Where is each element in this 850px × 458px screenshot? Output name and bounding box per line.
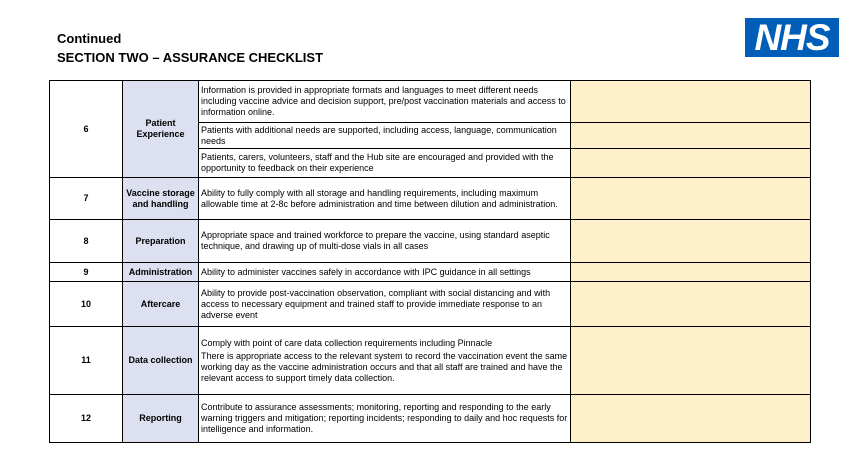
section-title: SECTION TWO – ASSURANCE CHECKLIST [57, 50, 324, 65]
answer-cell[interactable] [571, 81, 811, 123]
area-label: Administration [123, 263, 199, 282]
table-row [50, 327, 811, 395]
table-row [50, 263, 811, 282]
answer-cell[interactable] [571, 149, 811, 178]
requirement-line: There is appropriate access to the relevant system to record the vaccination event the same working day as the vaccine administration occurs and that all staff are trained and have the relevant access to support timely data collection. [201, 350, 568, 383]
requirement-text: Patients, carers, volunteers, staff and the Hub site are encouraged and provided with the opportunity to feedback on their experience [199, 149, 571, 178]
row-number: 7 [50, 178, 123, 220]
answer-cell[interactable] [571, 282, 811, 327]
requirement-text: Information is provided in appropriate formats and languages to meet different needs including vaccine advice and decision support, pre/post vaccination materials and access to information online. [199, 81, 571, 123]
answer-cell[interactable] [571, 395, 811, 443]
requirement-line: Comply with point of care data collection requirements including Pinnacle [201, 337, 493, 348]
area-label: Vaccine storage and handling [123, 178, 199, 220]
row-number: 8 [50, 220, 123, 263]
requirement-text: Patients with additional needs are supported, including access, language, communication needs [199, 123, 571, 149]
table-row [50, 282, 811, 327]
answer-cell[interactable] [571, 178, 811, 220]
table-row [50, 395, 811, 443]
answer-cell[interactable] [571, 327, 811, 395]
row-number: 6 [50, 81, 123, 178]
row-number: 12 [50, 395, 123, 443]
nhs-logo: NHS [745, 18, 839, 57]
requirement-text [199, 327, 571, 395]
area-label: Preparation [123, 220, 199, 263]
area-label: Patient Experience [123, 81, 199, 178]
area-label: Data collection [123, 327, 199, 395]
requirement-text: Appropriate space and trained workforce to prepare the vaccine, using standard aseptic technique, and drawing up of multi-dose vials in all cases [199, 220, 571, 263]
area-label: Reporting [123, 395, 199, 443]
answer-cell[interactable] [571, 220, 811, 263]
requirement-text: Ability to administer vaccines safely in accordance with IPC guidance in all settings [199, 263, 571, 282]
row-number: 10 [50, 282, 123, 327]
row-number: 9 [50, 263, 123, 282]
area-label: Aftercare [123, 282, 199, 327]
table-row [50, 178, 811, 220]
requirement-text: Contribute to assurance assessments; monitoring, reporting and responding to the early warning triggers and mitigation; reporting incidents; responding to daily and hoc requests for intelligence and information. [199, 395, 571, 443]
table-row [50, 220, 811, 263]
continued-label: Continued [57, 31, 122, 46]
answer-cell[interactable] [571, 123, 811, 149]
requirement-text: Ability to provide post-vaccination observation, compliant with social distancing and with access to necessary equipment and trained staff to provide immediate response to an adverse event [199, 282, 571, 327]
row-number: 11 [50, 327, 123, 395]
assurance-checklist-table [49, 80, 811, 443]
answer-cell[interactable] [571, 263, 811, 282]
requirement-text: Ability to fully comply with all storage and handling requirements, including maximum allowable time at 2-8c before administration and time between dilution and administration. [199, 178, 571, 220]
table-row [50, 81, 811, 123]
